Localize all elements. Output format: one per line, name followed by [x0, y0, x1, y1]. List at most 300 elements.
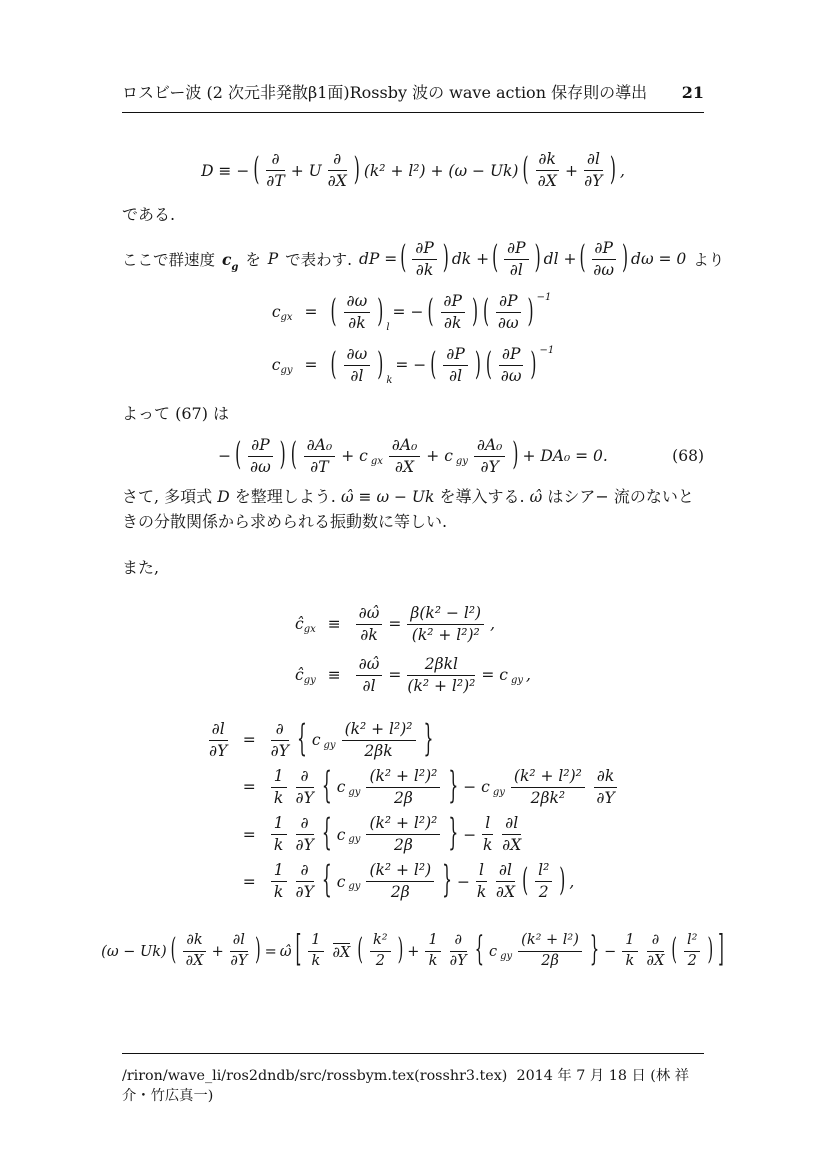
big-left-bracket: [ — [295, 931, 302, 972]
equals-sign: = — [304, 303, 318, 322]
denominator: ∂X — [332, 945, 351, 962]
big-right-brace: } — [442, 858, 453, 902]
fraction — [304, 437, 335, 476]
numerator: ∂l — [584, 151, 603, 171]
math-c-sub: gy — [492, 786, 505, 798]
numerator: ∂ — [296, 768, 314, 788]
fraction — [296, 768, 314, 807]
math-text: + — [211, 943, 224, 960]
numerator: ∂l — [496, 862, 515, 882]
big-right-paren: ) — [609, 150, 616, 188]
math-c-sub: gy — [323, 739, 336, 751]
numerator: ∂ω̂ — [356, 656, 383, 676]
paragraph-group-velocity — [122, 238, 725, 279]
denominator: ∂Y — [295, 788, 314, 807]
math-cg-sub: g — [231, 261, 239, 273]
equation-68 — [122, 437, 704, 476]
denominator: ∂Y — [209, 741, 228, 760]
equation-hat-cg — [122, 605, 704, 695]
jp-text: を導入する. — [434, 486, 530, 506]
denominator: ∂l — [362, 676, 376, 695]
equals-sign: = — [304, 356, 318, 375]
numerator: l — [482, 815, 493, 835]
equation-final — [92, 933, 734, 970]
fraction — [370, 933, 391, 970]
numerator: ∂ω̂ — [356, 605, 383, 625]
math-P: P — [267, 250, 279, 269]
numerator: ∂ — [271, 721, 289, 741]
jp-text: を — [240, 251, 266, 270]
math-c-sub: gy — [280, 364, 293, 376]
big-left-paren: ( — [330, 345, 337, 383]
numerator: ∂P — [499, 346, 523, 366]
big-right-brace: } — [448, 764, 459, 807]
equals-sign: = — [388, 666, 402, 685]
denominator: (k² + l²)² — [407, 676, 476, 695]
denominator: ∂T — [266, 172, 285, 191]
math-text: ω̂ — [529, 487, 543, 506]
math-text: , — [619, 161, 625, 180]
paragraph-dearu: である. — [122, 205, 176, 225]
math-text: D — [217, 487, 230, 506]
fraction — [412, 240, 436, 279]
big-left-brace: { — [321, 764, 332, 807]
numerator: ∂P — [443, 346, 467, 366]
big-right-paren: ) — [377, 292, 384, 330]
math-c-sub: gy — [348, 834, 361, 846]
numerator: l² — [535, 862, 552, 882]
numerator: β(k² − l²) — [407, 605, 484, 625]
math-text: , — [569, 872, 575, 891]
denominator: 2β — [393, 788, 413, 807]
denominator: ∂Y — [230, 953, 248, 970]
math-text: − — [218, 447, 232, 466]
fraction — [502, 815, 521, 854]
numerator: (k² + l²)² — [511, 768, 585, 788]
numerator: ∂P — [496, 293, 520, 313]
denominator: ∂ω — [497, 313, 519, 332]
big-right-paren: ) — [442, 239, 449, 277]
denominator: ∂X — [537, 172, 557, 191]
numerator: k² — [370, 933, 391, 952]
big-right-paren: ) — [474, 345, 481, 383]
big-right-brace: } — [589, 932, 600, 970]
math-c: c — [271, 356, 281, 375]
equation-rhs — [268, 858, 575, 902]
math-omega-hat: ω̂ — [279, 943, 292, 960]
big-right-paren: ) — [530, 345, 537, 383]
big-right-paren: ) — [707, 934, 714, 968]
numerator: ∂k — [536, 151, 559, 171]
denominator: k — [625, 953, 635, 970]
equation-rhs — [268, 764, 621, 807]
denominator: ∂X — [185, 953, 204, 970]
math-text: dP = — [358, 250, 398, 269]
math-c-sub: gy — [303, 674, 316, 686]
math-text: − — [604, 943, 617, 960]
big-left-paren: ( — [253, 150, 260, 188]
math-text: , — [526, 666, 531, 685]
equals-sign: = — [242, 731, 256, 750]
denominator: 2βk² — [530, 788, 566, 807]
equation-rhs — [268, 811, 525, 855]
page-footer: /riron/wave_li/ros2dndb/src/rossbym.tex(rosshr3.tex) 2014 年 7 月 18 日 (林 祥介・竹広真一) — [122, 1053, 704, 1105]
numerator: ∂P — [441, 293, 465, 313]
denominator: ∂Y — [596, 788, 615, 807]
denominator: 2β — [541, 953, 559, 970]
denominator: 2 — [375, 953, 385, 970]
equals-sign: = — [242, 825, 256, 844]
denominator: ∂k — [415, 260, 434, 279]
math-text: dl + — [543, 250, 577, 269]
denominator: 2 — [538, 883, 549, 902]
denominator: 2β — [390, 883, 410, 902]
denominator: ∂Y — [584, 172, 603, 191]
math-text: dω = 0 — [631, 250, 687, 269]
numerator: ∂l — [209, 721, 228, 741]
big-right-brace: } — [448, 811, 459, 854]
fraction — [476, 862, 487, 901]
math-text: + c — [426, 447, 453, 466]
fraction — [441, 293, 465, 332]
big-left-paren: ( — [579, 239, 586, 277]
equals-sign: = — [388, 615, 402, 634]
equiv-sign: ≡ — [327, 615, 341, 634]
math-text: + — [407, 943, 420, 960]
fraction — [296, 815, 314, 854]
denominator: k — [273, 788, 284, 807]
equals-sign: = — [242, 872, 256, 891]
numerator: l² — [684, 933, 700, 952]
numerator: ∂A₀ — [389, 437, 420, 457]
fraction — [407, 605, 484, 644]
jp-text: はシア− 流のないときの分散関係から求められる振動数に等しい. — [122, 486, 694, 532]
math-c-sub: gx — [370, 455, 383, 467]
big-left-paren: ( — [170, 934, 177, 968]
math-text: dk + — [451, 250, 490, 269]
fraction — [271, 721, 289, 760]
equation-rhs — [330, 293, 552, 332]
math-text: ω̂ ≡ ω − Uk — [340, 487, 435, 506]
equation-lhs — [295, 615, 316, 633]
denominator: ∂ω — [593, 260, 615, 279]
fraction — [333, 941, 351, 962]
paren-superscript: −1 — [539, 344, 555, 356]
big-left-brace: { — [296, 717, 307, 760]
fraction — [356, 656, 383, 695]
fraction — [425, 933, 440, 970]
denominator: ∂X — [327, 172, 347, 191]
denominator: ∂X — [395, 457, 415, 476]
numerator: ∂k — [594, 768, 617, 788]
denominator: ∂Y — [270, 741, 289, 760]
fraction — [248, 437, 272, 476]
equation-dldY-derivation — [122, 717, 704, 902]
denominator: ∂l — [350, 366, 364, 385]
big-right-paren: ) — [621, 239, 629, 277]
paren-superscript: −1 — [536, 291, 552, 303]
math-text: = − — [392, 303, 424, 322]
denominator: k — [273, 883, 284, 902]
denominator: ∂Y — [480, 457, 499, 476]
denominator: ∂l — [449, 366, 463, 385]
big-left-paren: ( — [671, 934, 678, 968]
denominator: ∂T — [310, 457, 329, 476]
jp-text: さて, 多項式 — [122, 486, 218, 506]
numerator: ∂A₀ — [304, 437, 335, 457]
denominator: k — [273, 836, 284, 855]
denominator: ∂Y — [449, 953, 467, 970]
math-c: c — [336, 872, 346, 891]
math-c: c — [488, 943, 498, 960]
numerator: ∂P — [592, 240, 616, 260]
fraction — [684, 933, 700, 970]
numerator: (k² + l²)² — [366, 815, 440, 835]
big-left-brace: { — [474, 932, 484, 970]
big-right-paren: ) — [471, 292, 479, 330]
big-left-paren: ( — [430, 345, 437, 383]
denominator: k — [483, 836, 493, 855]
big-right-paren: ) — [559, 861, 566, 899]
fraction — [450, 933, 467, 970]
fraction — [474, 437, 505, 476]
math-text: + DA₀ = 0. — [522, 447, 608, 466]
fraction — [366, 862, 434, 901]
equation-number: (68) — [672, 447, 704, 466]
equation-D-definition — [122, 151, 704, 190]
numerator: 1 — [622, 933, 637, 952]
denominator: k — [311, 953, 321, 970]
header-title: ロスビー波 (2 次元非発散β1面)Rossby 波の wave action 保存則の導出 — [122, 83, 648, 102]
big-left-paren: ( — [357, 934, 363, 968]
denominator: ∂ω — [250, 457, 271, 476]
page-number: 21 — [681, 83, 704, 102]
numerator: ∂l — [502, 815, 521, 835]
big-right-brace: } — [423, 717, 434, 760]
big-left-paren: ( — [400, 239, 407, 277]
fraction — [592, 240, 616, 279]
numerator: ∂ω — [344, 346, 371, 366]
math-c: c — [336, 778, 346, 797]
math-text: − — [463, 825, 477, 844]
denominator: ∂X — [646, 953, 665, 970]
fraction — [518, 933, 582, 970]
numerator: ∂k — [183, 933, 205, 952]
denominator: ∂l — [509, 260, 523, 279]
big-right-paren: ) — [512, 436, 519, 474]
numerator: ∂l — [230, 933, 248, 952]
numerator: ∂P — [248, 437, 272, 457]
numerator: ∂ω — [344, 293, 371, 313]
jp-text: ここで群速度 — [122, 251, 220, 270]
equation-rhs — [330, 346, 555, 385]
jp-text: で表わす. — [280, 251, 357, 270]
big-left-paren: ( — [522, 150, 529, 188]
fraction — [482, 815, 493, 854]
fraction — [344, 346, 371, 385]
denominator: ∂X — [496, 883, 516, 902]
math-text: D ≡ − — [201, 161, 250, 180]
big-right-paren: ) — [527, 292, 534, 330]
big-left-brace: { — [321, 811, 332, 854]
big-right-paren: ) — [397, 934, 404, 968]
math-text: + — [564, 161, 578, 180]
fraction — [230, 933, 248, 970]
math-c-sub: gy — [348, 881, 361, 893]
math-text: (k² + l²) + (ω − Uk) — [363, 161, 519, 180]
numerator: 1 — [271, 768, 287, 788]
fraction — [535, 862, 552, 901]
numerator: 1 — [271, 862, 287, 882]
numerator: ∂ — [296, 862, 314, 882]
equation-rhs — [353, 605, 495, 644]
numerator: ∂ — [266, 151, 284, 171]
big-left-paren: ( — [427, 292, 434, 330]
math-c-sub: gy — [348, 786, 361, 798]
numerator: 1 — [425, 933, 440, 952]
math-text: − c — [463, 778, 490, 797]
numerator: (k² + l²) — [366, 862, 434, 882]
numerator: ∂ — [647, 933, 665, 952]
math-text: = − — [395, 356, 427, 375]
math-c-sub: gy — [500, 951, 513, 963]
fraction — [271, 862, 287, 901]
fraction — [356, 605, 383, 644]
fraction — [308, 933, 323, 970]
fraction — [647, 933, 665, 970]
fraction — [622, 933, 637, 970]
numerator: 1 — [308, 933, 323, 952]
fraction — [496, 862, 515, 901]
math-text: + U — [290, 161, 322, 180]
big-left-paren: ( — [330, 292, 337, 330]
numerator: (k² + l²) — [518, 933, 582, 952]
equation-lhs — [206, 721, 231, 760]
denominator: ∂ω — [500, 366, 522, 385]
numerator: ∂ — [328, 151, 347, 171]
math-text: = c — [481, 666, 508, 685]
math-c: c — [311, 731, 321, 750]
jp-text: を整理しよう. — [229, 486, 341, 506]
equation-lhs — [272, 303, 293, 321]
fraction — [342, 721, 416, 760]
denominator: ∂Y — [295, 883, 314, 902]
fraction — [209, 721, 228, 760]
fraction — [328, 151, 347, 190]
page-content — [101, 80, 725, 972]
denominator: 2 — [687, 953, 697, 970]
fraction — [366, 768, 440, 807]
page-header — [122, 80, 704, 113]
denominator: k — [428, 953, 438, 970]
fraction — [389, 437, 420, 476]
math-c-hat: ĉ — [295, 615, 304, 634]
paren-subscript: l — [386, 321, 390, 333]
numerator: ∂ — [296, 815, 314, 835]
fraction — [344, 293, 371, 332]
math-text: − — [457, 872, 471, 891]
fraction — [499, 346, 523, 385]
denominator: 2β — [393, 836, 413, 855]
paragraph-mata: また, — [122, 558, 160, 578]
math-c: c — [336, 825, 346, 844]
big-right-paren: ) — [254, 934, 261, 968]
denominator: 2βk — [364, 741, 393, 760]
equiv-sign: ≡ — [327, 666, 341, 685]
fraction — [504, 240, 528, 279]
denominator: ∂k — [444, 313, 462, 332]
paragraph-sate — [122, 484, 704, 535]
denominator: k — [476, 883, 487, 902]
fraction — [511, 768, 585, 807]
numerator: l — [476, 862, 487, 882]
math-text: (ω − Uk) — [101, 943, 167, 960]
big-right-paren: ) — [377, 345, 384, 383]
numerator: ∂A₀ — [474, 437, 505, 457]
fraction — [407, 656, 475, 695]
numerator: ∂P — [504, 240, 528, 260]
big-left-paren: ( — [492, 239, 499, 277]
numerator: ∂P — [412, 240, 436, 260]
math-cg: c — [221, 249, 232, 269]
equation-rhs — [353, 656, 531, 695]
math-c-sub: gx — [280, 311, 293, 323]
big-right-paren: ) — [353, 150, 360, 188]
denominator: ∂k — [348, 313, 366, 332]
fraction — [271, 768, 287, 807]
equation-rhs — [268, 717, 436, 760]
big-left-paren: ( — [522, 861, 529, 899]
denominator: (k² + l²)² — [411, 625, 480, 644]
big-left-paren: ( — [483, 292, 490, 330]
fraction — [271, 815, 287, 854]
big-left-paren: ( — [235, 436, 242, 474]
math-c: c — [271, 303, 281, 322]
math-c-sub: gy — [510, 674, 524, 686]
equals-sign: = — [264, 943, 277, 960]
numerator: 1 — [271, 815, 287, 835]
fraction — [536, 151, 559, 190]
math-c-sub: gx — [303, 623, 316, 635]
fraction — [296, 862, 314, 901]
fraction — [584, 151, 603, 190]
fraction — [594, 768, 617, 807]
paragraph-yotte: よって (67) は — [122, 403, 230, 423]
numerator: (k² + l²)² — [342, 721, 416, 741]
equation-lhs — [295, 666, 316, 684]
fraction — [443, 346, 467, 385]
equation-lhs — [272, 356, 293, 374]
denominator: ∂k — [360, 625, 378, 644]
math-text: + c — [341, 447, 368, 466]
big-left-brace: { — [321, 858, 332, 902]
fraction — [266, 151, 284, 190]
equals-sign: = — [242, 778, 256, 797]
math-text: , — [490, 615, 496, 634]
denominator: ∂Y — [295, 836, 314, 855]
big-right-paren: ) — [534, 239, 541, 277]
big-right-paren: ) — [279, 436, 286, 474]
numerator: (k² + l²)² — [366, 768, 440, 788]
math-c-hat: ĉ — [295, 666, 304, 685]
denominator: ∂X — [502, 836, 522, 855]
fraction — [496, 293, 520, 332]
big-left-paren: ( — [290, 436, 297, 474]
equation-cgx-cgy — [122, 293, 704, 385]
numerator: 2βkl — [407, 656, 475, 676]
math-c-sub: gy — [455, 455, 468, 467]
paren-subscript: k — [386, 374, 393, 386]
